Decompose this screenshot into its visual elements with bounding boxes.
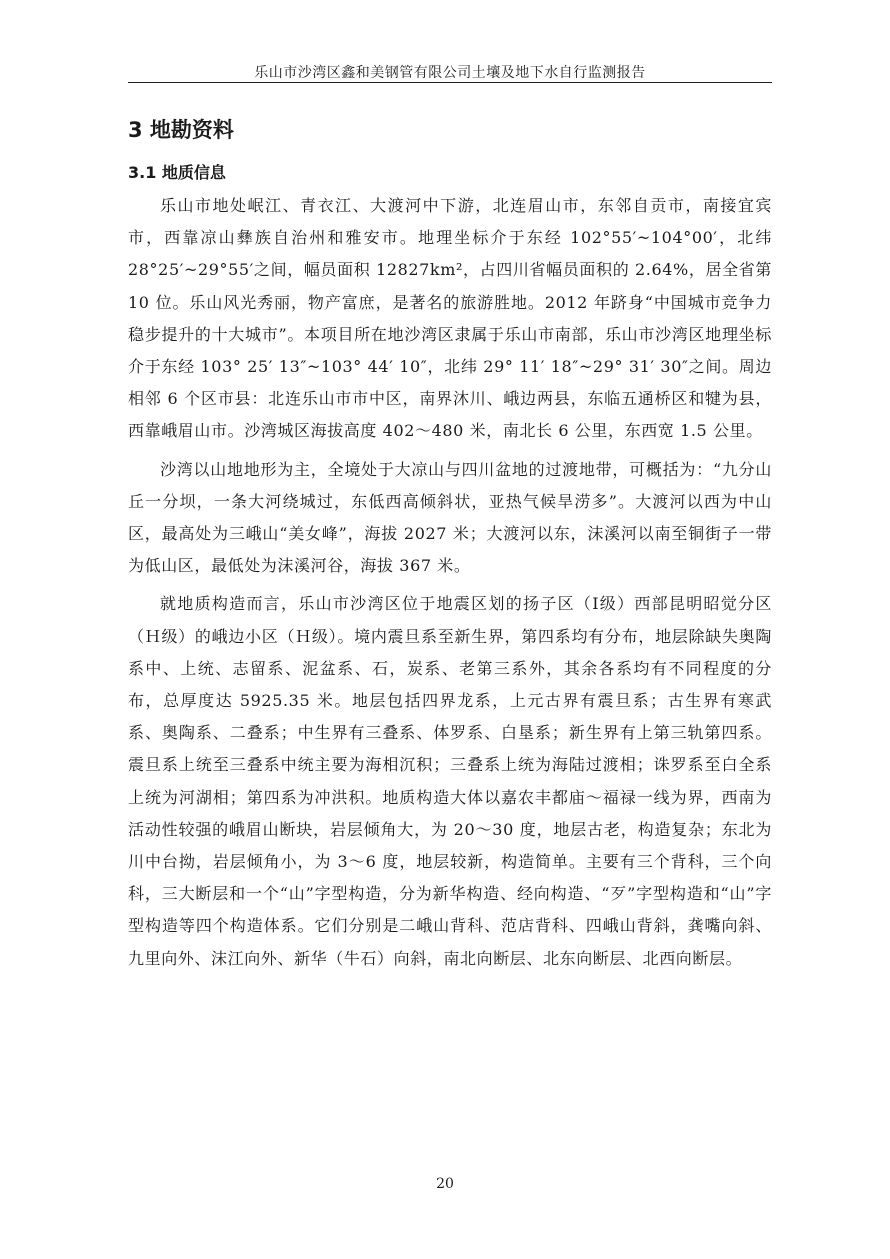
page-header: 乐山市沙湾区鑫和美钢管有限公司土壤及地下水自行监测报告 — [254, 65, 646, 81]
page-content — [128, 112, 772, 981]
paragraph-location: 乐山市地处岷江、青衣江、大渡河中下游，北连眉山市，东邻自贡市，南接宜宾市，西靠凉山彝族自治州和雅安市。地理坐标介于东经 102°55′~104°00′，北纬 28°25′~29°55′之间，幅员面积 12827km²，占四川省幅员面积的 2.64%，居全省第 10 位。乐山风光秀丽，物产富庶，是著名的旅游胜地。2012 年跻身“中国城市竞争力稳步提升的十大城市”。本项目所在地沙湾区隶属于乐山市南部，乐山市沙湾区地理坐标介于东经 103° 25′ 13″~103° 44′ 10″，北纬 29° 11′ 18″~29° 31′ 30″之间。周边相邻 6 个区市县：北连乐山市市中区，南界沐川、峨边两县，东临五通桥区和犍为县，西靠峨眉山市。沙湾城区海拔高度 402～480 米，南北长 6 公里，东西宽 1.5 公里。 — [128, 196, 772, 441]
section-title: 3.1 地质信息 — [128, 163, 226, 182]
page-number: 20 — [436, 1176, 454, 1192]
chapter-title: 3 地勘资料 — [128, 118, 234, 142]
paragraph-geology: 就地质构造而言，乐山市沙湾区位于地震区划的扬子区（Ⅰ级）西部昆明昭觉分区（Ｈ级）的峨边小区（Ｈ级）。境内震旦系至新生界，第四系均有分布，地层除缺失奥陶系中、上统、志留系、泥盆系、石，炭系、老第三系外，其余各系均有不同程度的分布，总厚度达 5925.35 米。地层包括四界龙系，上元古界有震旦系；古生界有寒武系、奥陶系、二叠系；中生界有三叠系、体罗系、白垦系；新生界有上第三轨第四系。震旦系上统至三叠系中统主要为海相沉积；三叠系上统为海陆过渡相；诛罗系至白全系上统为河湖相；第四系为冲洪积。地质构造大体以嘉农丰都庙～福禄一线为界，西南为活动性较强的峨眉山断块，岩层倾角大，为 20～30 度，地层古老，构造复杂；东北为川中台拗，岩层倾角小，为 3～6 度，地层较新，构造简单。主要有三个背科，三个向科，三大断层和一个“山”字型构造，分为新华构造、经向构造、“歹”字型构造和“山”字型构造等四个构造体系。它们分别是二峨山背科、范店背科、四峨山背斜，龚嘴向斜、九里向外、沫江向外、新华（牛石）向斜，南北向断层、北东向断层、北西向断层。 — [128, 594, 772, 968]
header-divider — [128, 82, 772, 83]
paragraph-terrain: 沙湾以山地地形为主，全境处于大凉山与四川盆地的过渡地带，可概括为：“九分山丘一分坝，一条大河绕城过，东低西高倾斜状，亚热气候旱涝多”。大渡河以西为中山区，最高处为三峨山“美女峰”，海拔 2027 米；大渡河以东，沫溪河以南至铜街子一带为低山区，最低处为沫溪河谷，海拔 367 米。 — [128, 459, 772, 576]
